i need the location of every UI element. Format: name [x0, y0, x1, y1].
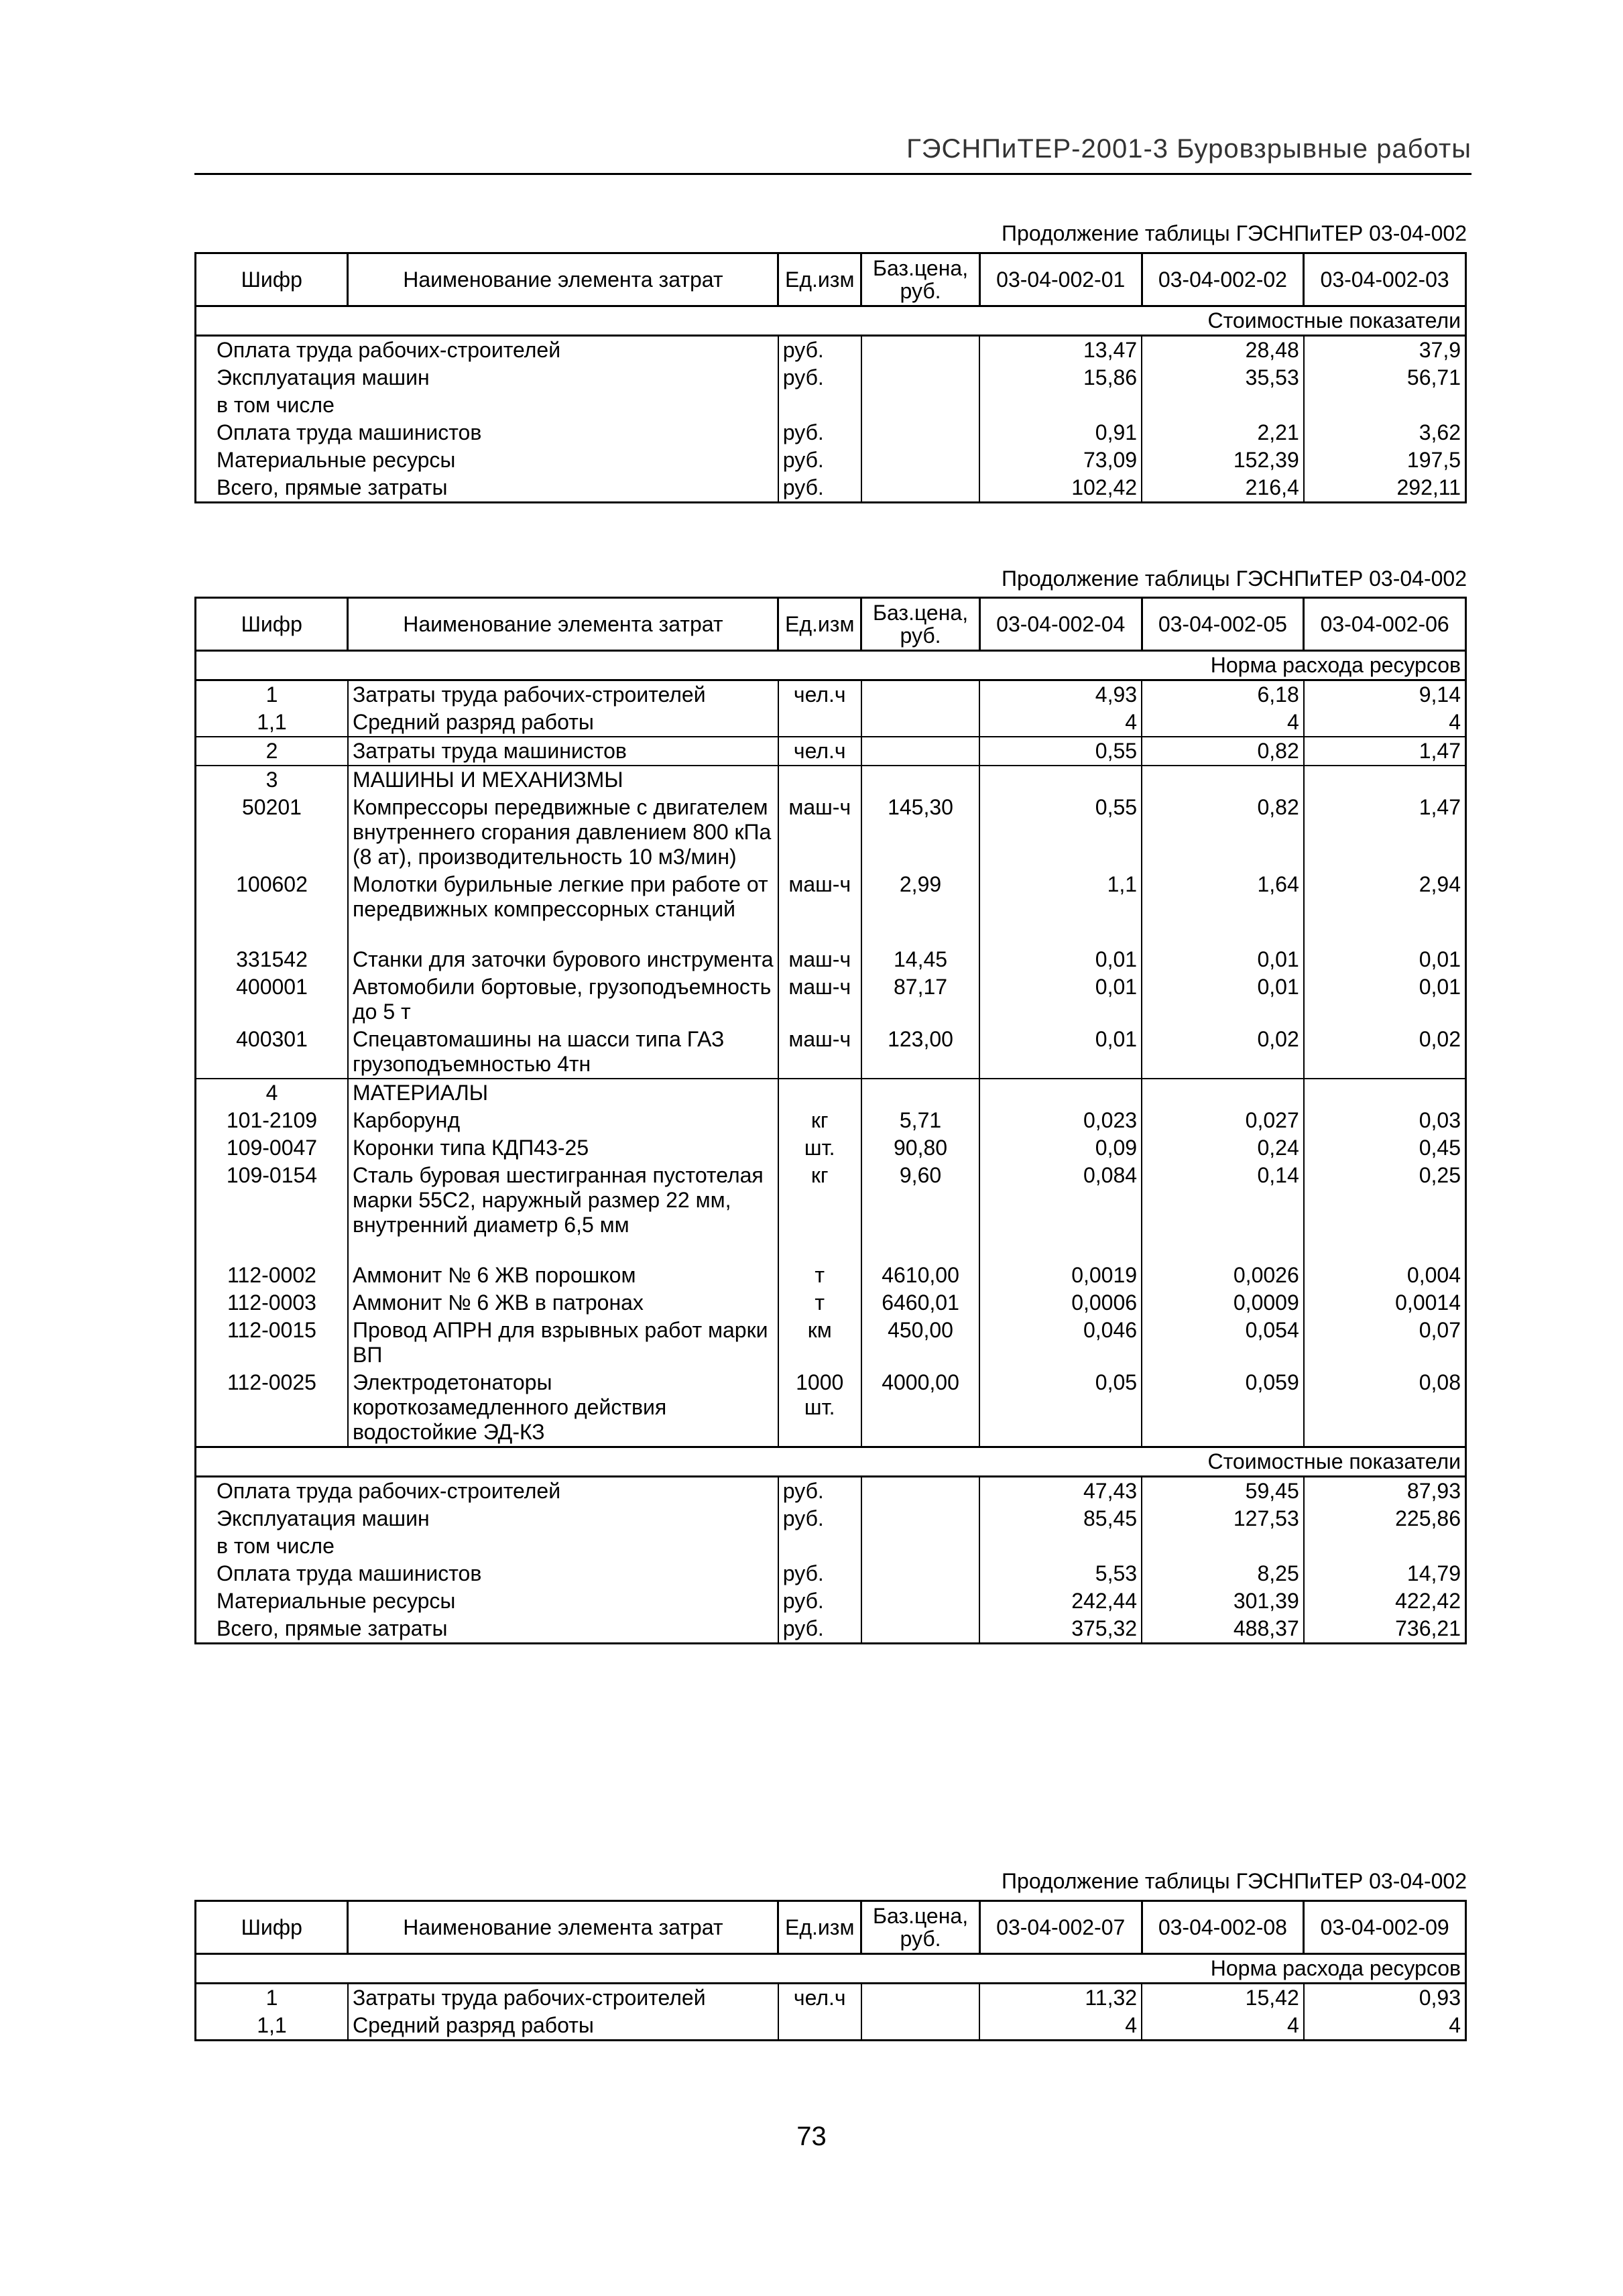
col-header-code-5: 03-04-002-05: [1142, 598, 1304, 651]
row-unit: чел.ч: [778, 680, 861, 709]
table1-caption: Продолжение таблицы ГЭСНПиТЕР 03-04-002: [1002, 221, 1467, 245]
table-row: [196, 709, 1466, 737]
row-value-3: 422,42: [1304, 1587, 1466, 1615]
row-name: МАШИНЫ И МЕХАНИЗМЫ: [348, 766, 778, 794]
row-value-1: 0,01: [979, 1026, 1142, 1079]
row-value-3: 0,45: [1304, 1134, 1466, 1162]
table-row: [196, 1317, 1466, 1369]
col-header-unit: Ед.изм: [778, 253, 861, 306]
row-value-1: 0,01: [979, 973, 1142, 1026]
table-row: [196, 336, 1466, 365]
row-value-1: 242,44: [979, 1587, 1142, 1615]
row-value-2: 301,39: [1142, 1587, 1304, 1615]
col-header-code-7: 03-04-002-07: [979, 1901, 1142, 1954]
col-header-code-9: 03-04-002-09: [1304, 1901, 1466, 1954]
col-header-code-6: 03-04-002-06: [1304, 598, 1466, 651]
row-value-2: 0,82: [1142, 794, 1304, 871]
table-row: [196, 1587, 1466, 1615]
row-name: Затраты труда рабочих-строителей: [348, 1984, 778, 2012]
table-row: [196, 1289, 1466, 1317]
row-value-1: 4,93: [979, 680, 1142, 709]
row-unit: руб.: [778, 1615, 861, 1644]
row-price: 14,45: [861, 946, 980, 973]
row-code: 101-2109: [196, 1107, 348, 1134]
row-unit: [778, 2012, 861, 2041]
row-value-1: 0,09: [979, 1134, 1142, 1162]
table3-subheader: Норма расхода ресурсов: [196, 1954, 1466, 1984]
table-row: [196, 1505, 1466, 1532]
row-price: [861, 336, 980, 365]
row-code: 109-0047: [196, 1134, 348, 1162]
row-price: [861, 1532, 980, 1560]
row-value-2: 0,82: [1142, 737, 1304, 766]
table-row: [196, 446, 1466, 474]
row-value-1: 11,32: [979, 1984, 1142, 2012]
row-value-2: [1142, 766, 1304, 794]
col-header-unit: Ед.изм: [778, 1901, 861, 1954]
table-row: [196, 946, 1466, 973]
row-value-1: 375,32: [979, 1615, 1142, 1644]
row-price: [861, 737, 980, 766]
table-row: [196, 1107, 1466, 1134]
row-value-1: 13,47: [979, 336, 1142, 365]
row-code: 50201: [196, 794, 348, 871]
row-value-3: 0,02: [1304, 1026, 1466, 1079]
row-price: [861, 2012, 980, 2041]
row-unit: маш-ч: [778, 1026, 861, 1079]
row-price: 123,00: [861, 1026, 980, 1079]
page-number: 73: [796, 2122, 827, 2151]
row-value-1: 0,91: [979, 419, 1142, 446]
row-value-2: [1142, 1079, 1304, 1107]
row-code: 3: [196, 766, 348, 794]
row-unit: т: [778, 1289, 861, 1317]
row-price: 145,30: [861, 794, 980, 871]
row-value-2: [1142, 391, 1304, 419]
row-name: Эксплуатация машин: [196, 1505, 778, 1532]
table2-caption: Продолжение таблицы ГЭСНПиТЕР 03-04-002: [1002, 566, 1467, 591]
row-name: Затраты труда машинистов: [348, 737, 778, 766]
row-value-3: 2,94: [1304, 871, 1466, 946]
row-value-2: 1,64: [1142, 871, 1304, 946]
row-price: [861, 391, 980, 419]
row-value-2: 488,37: [1142, 1615, 1304, 1644]
row-name: Молотки бурильные легкие при работе от передвижных компрессорных станций: [348, 871, 778, 946]
row-name: Аммонит № 6 ЖВ порошком: [348, 1262, 778, 1289]
row-value-3: 56,71: [1304, 364, 1466, 391]
row-value-1: 0,023: [979, 1107, 1142, 1134]
row-value-2: 152,39: [1142, 446, 1304, 474]
table-row: [196, 1026, 1466, 1079]
row-price: 9,60: [861, 1162, 980, 1262]
table-row: [196, 973, 1466, 1026]
row-price: [861, 419, 980, 446]
row-value-2: 8,25: [1142, 1560, 1304, 1587]
table-row: [196, 1984, 1466, 2012]
row-value-2: 0,01: [1142, 973, 1304, 1026]
row-name: Средний разряд работы: [348, 2012, 778, 2041]
row-name: Оплата труда рабочих-строителей: [196, 336, 778, 365]
row-name: Оплата труда машинистов: [196, 1560, 778, 1587]
row-value-1: 0,046: [979, 1317, 1142, 1369]
row-unit: руб.: [778, 1505, 861, 1532]
table-row: [196, 474, 1466, 503]
row-unit: 1000 шт.: [778, 1369, 861, 1447]
row-price: 450,00: [861, 1317, 980, 1369]
row-value-1: 1,1: [979, 871, 1142, 946]
table2-header-row: [196, 598, 1466, 651]
row-value-3: 225,86: [1304, 1505, 1466, 1532]
row-value-2: 4: [1142, 2012, 1304, 2041]
row-name: Станки для заточки бурового инструмента: [348, 946, 778, 973]
row-value-2: 59,45: [1142, 1477, 1304, 1506]
row-price: 2,99: [861, 871, 980, 946]
table-row: [196, 1162, 1466, 1262]
row-value-3: 1,47: [1304, 794, 1466, 871]
row-unit: [778, 1532, 861, 1560]
row-value-3: 0,07: [1304, 1317, 1466, 1369]
row-code: 4: [196, 1079, 348, 1107]
row-value-1: 102,42: [979, 474, 1142, 503]
row-price: 6460,01: [861, 1289, 980, 1317]
table-row: [196, 737, 1466, 766]
row-value-3: 3,62: [1304, 419, 1466, 446]
running-header-title: ГЭСНПиТЕР-2001-3 Буровзрывные работы: [906, 134, 1471, 164]
row-value-1: [979, 391, 1142, 419]
row-name: Электродетонаторы короткозамедленного действия водостойкие ЭД-КЗ: [348, 1369, 778, 1447]
row-unit: руб.: [778, 1477, 861, 1506]
col-header-code-2: 03-04-002-02: [1142, 253, 1304, 306]
table3: [194, 1900, 1467, 2041]
row-value-1: 73,09: [979, 446, 1142, 474]
col-header-unit: Ед.изм: [778, 598, 861, 651]
row-value-1: 4: [979, 709, 1142, 737]
running-header: [194, 134, 1471, 175]
row-unit: [778, 1079, 861, 1107]
row-name: Средний разряд работы: [348, 709, 778, 737]
table-row: [196, 419, 1466, 446]
col-header-code-4: 03-04-002-04: [979, 598, 1142, 651]
row-unit: чел.ч: [778, 737, 861, 766]
row-value-2: 2,21: [1142, 419, 1304, 446]
row-value-3: [1304, 391, 1466, 419]
row-value-2: 35,53: [1142, 364, 1304, 391]
row-code: 112-0025: [196, 1369, 348, 1447]
row-code: 331542: [196, 946, 348, 973]
row-unit: руб.: [778, 1560, 861, 1587]
row-price: [861, 1079, 980, 1107]
row-name: Провод АПРН для взрывных работ марки ВП: [348, 1317, 778, 1369]
row-value-1: 0,55: [979, 737, 1142, 766]
row-value-2: 216,4: [1142, 474, 1304, 503]
row-code: 112-0015: [196, 1317, 348, 1369]
row-unit: [778, 766, 861, 794]
row-value-3: 0,01: [1304, 973, 1466, 1026]
table-row: [196, 680, 1466, 709]
row-price: [861, 446, 980, 474]
col-header-code: Шифр: [196, 598, 348, 651]
row-price: [861, 474, 980, 503]
table2-subheader-row: [196, 651, 1466, 680]
row-unit: маш-ч: [778, 794, 861, 871]
row-value-2: 6,18: [1142, 680, 1304, 709]
row-value-3: 0,004: [1304, 1262, 1466, 1289]
table-row: [196, 1615, 1466, 1644]
col-header-price: Баз.цена, руб.: [861, 253, 980, 306]
row-code: 1: [196, 680, 348, 709]
row-unit: [778, 391, 861, 419]
col-header-code-8: 03-04-002-08: [1142, 1901, 1304, 1954]
row-unit: км: [778, 1317, 861, 1369]
row-price: [861, 766, 980, 794]
table-row: [196, 1134, 1466, 1162]
row-value-2: 4: [1142, 709, 1304, 737]
table3-subheader-row: [196, 1954, 1466, 1984]
row-value-2: 28,48: [1142, 336, 1304, 365]
row-name: Автомобили бортовые, грузоподъемность до 5 т: [348, 973, 778, 1026]
row-value-3: 4: [1304, 709, 1466, 737]
row-unit: руб.: [778, 364, 861, 391]
row-code: 2: [196, 737, 348, 766]
row-name: Коронки типа КДП43-25: [348, 1134, 778, 1162]
row-name: Сталь буровая шестигранная пустотелая марки 55С2, наружный размер 22 мм, внутренний диаметр 6,5 мм: [348, 1162, 778, 1262]
row-value-3: 0,25: [1304, 1162, 1466, 1262]
row-price: [861, 1587, 980, 1615]
table-row: [196, 391, 1466, 419]
row-price: 5,71: [861, 1107, 980, 1134]
table2: [194, 597, 1467, 1644]
row-value-3: 1,47: [1304, 737, 1466, 766]
row-name: Аммонит № 6 ЖВ в патронах: [348, 1289, 778, 1317]
row-value-2: 0,054: [1142, 1317, 1304, 1369]
row-price: [861, 1984, 980, 2012]
row-code: 400301: [196, 1026, 348, 1079]
row-code: 1,1: [196, 709, 348, 737]
row-value-2: 0,059: [1142, 1369, 1304, 1447]
row-name: Карборунд: [348, 1107, 778, 1134]
row-value-3: 197,5: [1304, 446, 1466, 474]
row-name: Компрессоры передвижные с двигателем внутреннего сгорания давлением 800 кПа (8 ат), производительность 10 м3/мин): [348, 794, 778, 871]
col-header-price: Баз.цена, руб.: [861, 1901, 980, 1954]
col-header-name: Наименование элемента затрат: [348, 598, 778, 651]
row-value-3: 14,79: [1304, 1560, 1466, 1587]
row-value-2: 0,24: [1142, 1134, 1304, 1162]
row-unit: чел.ч: [778, 1984, 861, 2012]
row-value-2: 0,0009: [1142, 1289, 1304, 1317]
row-value-1: 0,55: [979, 794, 1142, 871]
row-price: [861, 1615, 980, 1644]
row-name: Материальные ресурсы: [196, 1587, 778, 1615]
row-name: Материальные ресурсы: [196, 446, 778, 474]
row-unit: маш-ч: [778, 871, 861, 946]
row-value-3: 9,14: [1304, 680, 1466, 709]
table2-subheader: Норма расхода ресурсов: [196, 651, 1466, 680]
table-row: [196, 871, 1466, 946]
row-value-2: 0,02: [1142, 1026, 1304, 1079]
table-row: [196, 766, 1466, 794]
col-header-code: Шифр: [196, 253, 348, 306]
row-unit: руб.: [778, 419, 861, 446]
col-header-name: Наименование элемента затрат: [348, 1901, 778, 1954]
table-row: [196, 1560, 1466, 1587]
table-row: [196, 1262, 1466, 1289]
row-value-3: 292,11: [1304, 474, 1466, 503]
row-price: [861, 680, 980, 709]
row-value-3: 0,0014: [1304, 1289, 1466, 1317]
row-unit: шт.: [778, 1134, 861, 1162]
row-value-3: 0,08: [1304, 1369, 1466, 1447]
row-unit: руб.: [778, 446, 861, 474]
row-name: Эксплуатация машин: [196, 364, 778, 391]
col-header-price: Баз.цена, руб.: [861, 598, 980, 651]
row-code: 1: [196, 1984, 348, 2012]
row-value-1: 0,0006: [979, 1289, 1142, 1317]
row-name: Всего, прямые затраты: [196, 1615, 778, 1644]
row-price: 4000,00: [861, 1369, 980, 1447]
row-price: 4610,00: [861, 1262, 980, 1289]
col-header-code: Шифр: [196, 1901, 348, 1954]
row-value-1: 47,43: [979, 1477, 1142, 1506]
row-unit: руб.: [778, 336, 861, 365]
table3-header-row: [196, 1901, 1466, 1954]
row-value-2: 0,027: [1142, 1107, 1304, 1134]
row-value-1: 0,05: [979, 1369, 1142, 1447]
row-value-3: 87,93: [1304, 1477, 1466, 1506]
row-name: в том числе: [196, 1532, 778, 1560]
row-value-2: 127,53: [1142, 1505, 1304, 1532]
row-price: [861, 1477, 980, 1506]
row-price: [861, 1505, 980, 1532]
table1-subheader-row: [196, 306, 1466, 336]
row-name: Оплата труда рабочих-строителей: [196, 1477, 778, 1506]
row-price: [861, 709, 980, 737]
table-row: [196, 794, 1466, 871]
row-code: 112-0003: [196, 1289, 348, 1317]
row-value-1: 5,53: [979, 1560, 1142, 1587]
row-value-2: 0,01: [1142, 946, 1304, 973]
row-price: [861, 1560, 980, 1587]
row-code: 112-0002: [196, 1262, 348, 1289]
table-row: [196, 1477, 1466, 1506]
row-value-2: 0,0026: [1142, 1262, 1304, 1289]
table-row: [196, 1369, 1466, 1447]
row-code: 1,1: [196, 2012, 348, 2041]
row-value-1: [979, 1079, 1142, 1107]
row-price: 90,80: [861, 1134, 980, 1162]
row-value-3: 37,9: [1304, 336, 1466, 365]
row-unit: т: [778, 1262, 861, 1289]
row-name: Затраты труда рабочих-строителей: [348, 680, 778, 709]
row-name: Оплата труда машинистов: [196, 419, 778, 446]
row-unit: кг: [778, 1162, 861, 1262]
table1-header-row: [196, 253, 1466, 306]
row-value-1: [979, 1532, 1142, 1560]
row-value-2: 15,42: [1142, 1984, 1304, 2012]
table2-cost-subheader-row: [196, 1447, 1466, 1477]
table2-cost-subheader: Стоимостные показатели: [196, 1447, 1466, 1477]
row-value-2: 0,14: [1142, 1162, 1304, 1262]
row-unit: маш-ч: [778, 973, 861, 1026]
row-value-3: [1304, 766, 1466, 794]
row-unit: руб.: [778, 474, 861, 503]
row-value-3: 0,93: [1304, 1984, 1466, 2012]
row-value-1: 15,86: [979, 364, 1142, 391]
row-value-2: [1142, 1532, 1304, 1560]
col-header-name: Наименование элемента затрат: [348, 253, 778, 306]
row-name: Всего, прямые затраты: [196, 474, 778, 503]
row-value-1: 0,01: [979, 946, 1142, 973]
row-unit: [778, 709, 861, 737]
row-value-1: 0,0019: [979, 1262, 1142, 1289]
col-header-code-1: 03-04-002-01: [979, 253, 1142, 306]
row-value-3: [1304, 1079, 1466, 1107]
row-code: 109-0154: [196, 1162, 348, 1262]
row-price: 87,17: [861, 973, 980, 1026]
col-header-code-3: 03-04-002-03: [1304, 253, 1466, 306]
row-value-3: 0,03: [1304, 1107, 1466, 1134]
row-value-3: [1304, 1532, 1466, 1560]
row-price: [861, 364, 980, 391]
row-value-1: 85,45: [979, 1505, 1142, 1532]
row-value-3: 736,21: [1304, 1615, 1466, 1644]
row-unit: маш-ч: [778, 946, 861, 973]
table-row: [196, 1079, 1466, 1107]
row-unit: кг: [778, 1107, 861, 1134]
table-row: [196, 1532, 1466, 1560]
row-unit: руб.: [778, 1587, 861, 1615]
row-code: 400001: [196, 973, 348, 1026]
table1: [194, 252, 1467, 503]
table-row: [196, 364, 1466, 391]
row-name: Спецавтомашины на шасси типа ГАЗ грузоподъемностью 4тн: [348, 1026, 778, 1079]
row-name: МАТЕРИАЛЫ: [348, 1079, 778, 1107]
row-value-1: 4: [979, 2012, 1142, 2041]
row-name: в том числе: [196, 391, 778, 419]
row-value-1: [979, 766, 1142, 794]
table3-caption: Продолжение таблицы ГЭСНПиТЕР 03-04-002: [1002, 1869, 1467, 1893]
table-row: [196, 2012, 1466, 2041]
table1-subheader: Стоимостные показатели: [196, 306, 1466, 336]
row-value-1: 0,084: [979, 1162, 1142, 1262]
row-code: 100602: [196, 871, 348, 946]
row-value-3: 4: [1304, 2012, 1466, 2041]
row-value-3: 0,01: [1304, 946, 1466, 973]
